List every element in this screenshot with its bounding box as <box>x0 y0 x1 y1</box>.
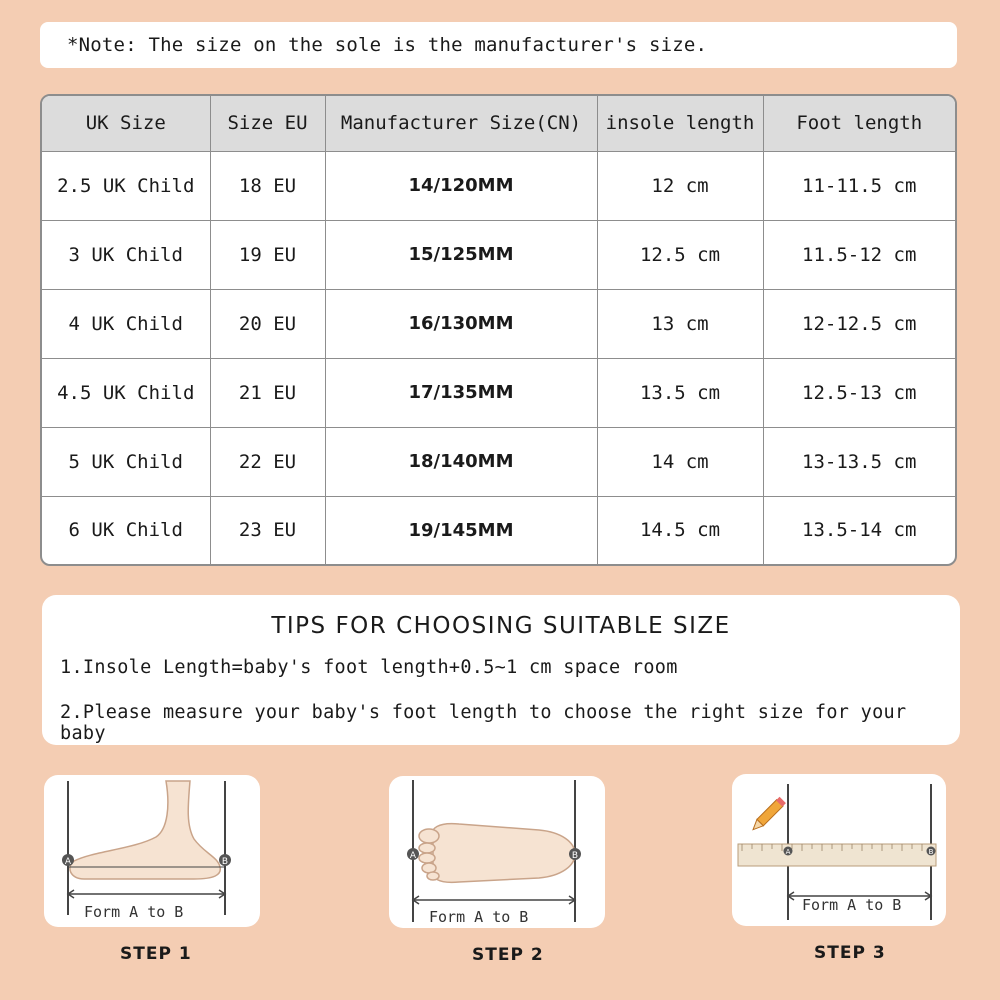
step-3-label: STEP 3 <box>814 943 886 963</box>
uk-size-cell: 3 UK Child <box>42 220 210 289</box>
manufacturer-size-cell: 18/140MM <box>325 427 597 496</box>
size-chart-table <box>40 94 957 566</box>
insole-length-cell: 12 cm <box>597 151 763 220</box>
table-row <box>42 358 955 427</box>
header-uk-size: UK Size <box>42 96 210 151</box>
step-1-label: STEP 1 <box>120 944 192 964</box>
table-row <box>42 427 955 496</box>
sizing-tips-panel <box>42 595 960 745</box>
manufacturer-size-cell: 14/120MM <box>325 151 597 220</box>
table-row <box>42 496 955 564</box>
foot-side-view-icon <box>44 775 260 927</box>
step-1-card <box>44 775 260 927</box>
tip-item: 2.Please measure your baby's foot length to choose the right size for your baby <box>60 702 907 744</box>
marker-a: A <box>409 851 417 861</box>
foot-length-cell: 12-12.5 cm <box>763 289 955 358</box>
eu-size-cell: 21 EU <box>210 358 325 427</box>
insole-length-cell: 13 cm <box>597 289 763 358</box>
uk-size-cell: 6 UK Child <box>42 496 210 564</box>
insole-length-cell: 13.5 cm <box>597 358 763 427</box>
eu-size-cell: 18 EU <box>210 151 325 220</box>
manufacturer-size-cell: 16/130MM <box>325 289 597 358</box>
marker-b: B <box>571 851 579 861</box>
table-header-row <box>42 96 955 151</box>
step-3-caption: Form A to B <box>802 896 902 914</box>
foot-length-cell: 13.5-14 cm <box>802 519 917 542</box>
eu-size-cell: 22 EU <box>210 427 325 496</box>
foot-top-view-icon <box>389 776 605 928</box>
foot-length-cell: 13-13.5 cm <box>763 427 955 496</box>
header-size-eu: Size EU <box>210 96 325 151</box>
marker-b: B <box>221 857 229 867</box>
step-2-label: STEP 2 <box>472 945 544 965</box>
insole-length-cell: 14.5 cm <box>597 496 763 564</box>
ruler-with-pencil-icon <box>732 774 946 926</box>
marker-b: B <box>928 848 934 856</box>
step-2-caption: Form A to B <box>429 908 529 926</box>
eu-size-cell: 19 EU <box>210 220 325 289</box>
uk-size-cell: 2.5 UK Child <box>42 151 210 220</box>
manufacturer-size-cell: 17/135MM <box>325 358 597 427</box>
table-row <box>42 289 955 358</box>
header-foot-length: Foot length <box>763 96 955 151</box>
marker-a: A <box>64 857 72 867</box>
tip-item: 1.Insole Length=baby's foot length+0.5~1 cm space room <box>60 657 678 678</box>
uk-size-cell: 4.5 UK Child <box>42 358 210 427</box>
foot-length-cell: 11.5-12 cm <box>763 220 955 289</box>
table-row <box>42 151 955 220</box>
eu-size-cell: 23 EU <box>210 496 325 564</box>
header-manufacturer-size: Manufacturer Size(CN) <box>325 96 597 151</box>
insole-length-cell: 12.5 cm <box>597 220 763 289</box>
manufacturer-size-cell: 19/145MM <box>325 496 597 564</box>
step-3-card <box>732 774 946 926</box>
manufacturer-size-note: *Note: The size on the sole is the manufacturer's size. <box>40 22 957 68</box>
step-2-card <box>389 776 605 928</box>
foot-length-cell: 11-11.5 cm <box>763 151 955 220</box>
table-row <box>42 220 955 289</box>
insole-length-cell: 14 cm <box>597 427 763 496</box>
eu-size-cell: 20 EU <box>210 289 325 358</box>
uk-size-cell: 5 UK Child <box>42 427 210 496</box>
header-insole-length: insole length <box>597 96 763 151</box>
uk-size-cell: 4 UK Child <box>42 289 210 358</box>
foot-length-cell: 12.5-13 cm <box>763 358 955 427</box>
step-1-caption: Form A to B <box>84 903 184 921</box>
marker-a: A <box>785 848 791 856</box>
manufacturer-size-cell: 15/125MM <box>325 220 597 289</box>
tips-title: TIPS FOR CHOOSING SUITABLE SIZE <box>271 613 731 639</box>
